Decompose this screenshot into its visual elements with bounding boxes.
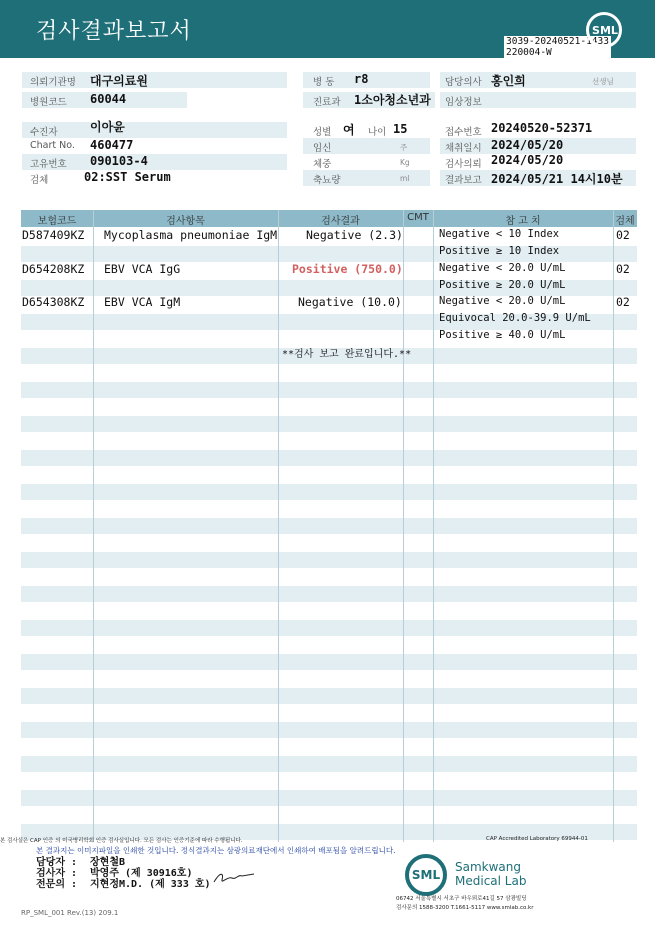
report-header: [0, 0, 655, 58]
row-test-item: EBV VCA IgM: [104, 295, 181, 309]
row-insurance-code: D654208KZ: [22, 262, 85, 276]
patient-label: 수진자: [30, 127, 58, 138]
report-title: 검사결과보고서: [36, 19, 192, 44]
header-reference: 참 고 치: [505, 216, 541, 227]
row-reference: Positive ≥ 40.0 U/mL: [439, 329, 566, 341]
doctor-label: 담당의사: [445, 77, 482, 88]
row-reference: Positive ≥ 20.0 U/mL: [439, 279, 566, 291]
row-test-item: Mycoplasma pneumoniae IgM: [104, 228, 278, 242]
header-specimen: 검체: [615, 216, 635, 227]
row-reference: Negative < 20.0 U/mL: [439, 295, 566, 307]
weight-label: 체중: [313, 159, 332, 170]
form-code: RP_SML_001 Rev.(13) 209.1: [21, 909, 119, 917]
row-result: Negative (2.3): [306, 228, 403, 242]
row-specimen: 02: [616, 228, 630, 242]
hospital-value: 대구의료원: [90, 74, 148, 88]
weight-unit: Kg: [400, 158, 410, 167]
doctor-suffix: 선생님: [592, 77, 614, 86]
table-row-stripe: [21, 790, 637, 806]
row-insurance-code: D654308KZ: [22, 295, 85, 309]
table-row-stripe: [21, 518, 637, 534]
signature-icon: [212, 868, 256, 886]
tester-label: 검사자 :: [36, 868, 78, 879]
report-date-label: 결과보고: [445, 175, 482, 186]
dept-label: 진료과: [313, 97, 341, 108]
specimen-label: 검체: [30, 175, 49, 186]
sex-label: 성별: [313, 127, 332, 138]
patient-value: 이아윤: [90, 120, 125, 134]
sex-value: 여: [343, 123, 355, 137]
table-row-stripe: [21, 552, 637, 568]
table-row-stripe: [21, 416, 637, 432]
table-row-stripe: [21, 382, 637, 398]
hospital-code-value: 60044: [90, 92, 127, 106]
header-cmt: CMT: [407, 212, 429, 223]
column-divider: [278, 210, 279, 842]
table-row-stripe: [21, 586, 637, 602]
request-label: 검사의뢰: [445, 159, 482, 170]
table-row-stripe: [21, 484, 637, 500]
column-divider: [403, 210, 404, 842]
row-test-item: EBV VCA IgG: [104, 262, 181, 276]
chart-label: Chart No.: [30, 140, 75, 151]
chart-value: 460477: [90, 138, 134, 152]
row-reference: Positive ≥ 10 Index: [439, 245, 560, 257]
column-divider: [93, 210, 94, 842]
row-insurance-code: D587409KZ: [22, 228, 85, 242]
samkwang-logo-icon: SML: [405, 854, 447, 896]
lab-address: 06742 서울특별시 서초구 바우뫼로41길 57 삼광빌딩: [396, 896, 527, 902]
row-reference: Negative < 20.0 U/mL: [439, 262, 566, 274]
collect-label: 채취일시: [445, 143, 482, 154]
expert-label: 전문의 :: [36, 879, 78, 890]
pregnancy-unit: 주: [400, 143, 408, 152]
row-reference: Negative < 10 Index: [439, 228, 560, 240]
header-result: 검사결과: [321, 216, 360, 227]
hospital-label: 의뢰기관명: [30, 77, 76, 88]
reporter-label: 담당자 :: [36, 857, 78, 868]
row-reference: Equivocal 20.0-39.9 U/mL: [439, 312, 591, 324]
table-row-stripe: [21, 688, 637, 704]
lab-name: Samkwang Medical Lab: [455, 860, 527, 888]
table-row-stripe: [21, 654, 637, 670]
urine-label: 축뇨량: [313, 175, 341, 186]
request-value: 2024/05/20: [491, 153, 564, 167]
reporter-value: 장현철B: [90, 857, 126, 868]
age-label: 나이: [368, 127, 387, 138]
header-insurance-code: 보험코드: [37, 216, 77, 227]
table-row-stripe: [21, 450, 637, 466]
id-label: 고유번호: [30, 159, 67, 170]
table-row-stripe: [21, 620, 637, 636]
age-value: 15: [393, 122, 408, 136]
table-row-stripe: [21, 756, 637, 772]
receipt-label: 접수번호: [445, 127, 482, 138]
collect-value: 2024/05/20: [491, 138, 564, 152]
tester-value: 박영주 (제 30916호): [90, 868, 193, 879]
doctor-value: 홍인희: [491, 74, 526, 88]
id-value: 090103-4: [90, 154, 148, 168]
cap-note: 본 검사실은 CAP 인증 의 미국병리학회 인증 검사실입니다. 모든 검사는 인증기준에 따라 수행됩니다.: [0, 838, 243, 844]
specimen-value: 02:SST Serum: [84, 170, 171, 184]
dept-value: 1소아청소년과: [354, 93, 431, 107]
row-specimen: 02: [616, 262, 630, 276]
report-complete-note: **검사 보고 완료입니다.**: [282, 349, 412, 360]
cap-accreditation: CAP Accredited Laboratory 69944-01: [486, 836, 588, 842]
row-specimen: 02: [616, 295, 630, 309]
column-divider: [433, 210, 434, 842]
clinical-label: 임상정보: [445, 97, 482, 108]
ward-label: 병 동: [313, 77, 335, 88]
hospital-code-label: 병원코드: [30, 97, 67, 108]
pregnancy-label: 임신: [313, 143, 332, 154]
document-number: 3039-20240521-1433 220004-W: [506, 36, 609, 58]
print-notice: 본 결과지는 이미지파일을 인쇄한 것입니다. 정식결과지는 삼광의료재단에서 인쇄하여 배포됨을 알려드립니다.: [36, 846, 396, 855]
table-header: [21, 210, 637, 227]
ward-value: r8: [354, 72, 369, 86]
header-test-item: 검사항목: [166, 216, 205, 227]
expert-value: 지현정M.D. (제 333 호): [90, 879, 211, 890]
lab-phone: 검사문의 1588-3200 T.1661-5117 www.smlab.co.kr: [396, 905, 534, 911]
column-divider: [613, 210, 614, 842]
patient-field-bg: [22, 122, 287, 138]
receipt-value: 20240520-52371: [491, 121, 593, 135]
sml-logo-icon: SML: [586, 12, 622, 48]
row-result-positive: Positive (750.0): [292, 262, 403, 276]
table-row-stripe: [21, 722, 637, 738]
urine-unit: ml: [400, 174, 410, 183]
row-result: Negative (10.0): [298, 295, 402, 309]
report-date-value: 2024/05/21 14시10분: [491, 172, 623, 186]
